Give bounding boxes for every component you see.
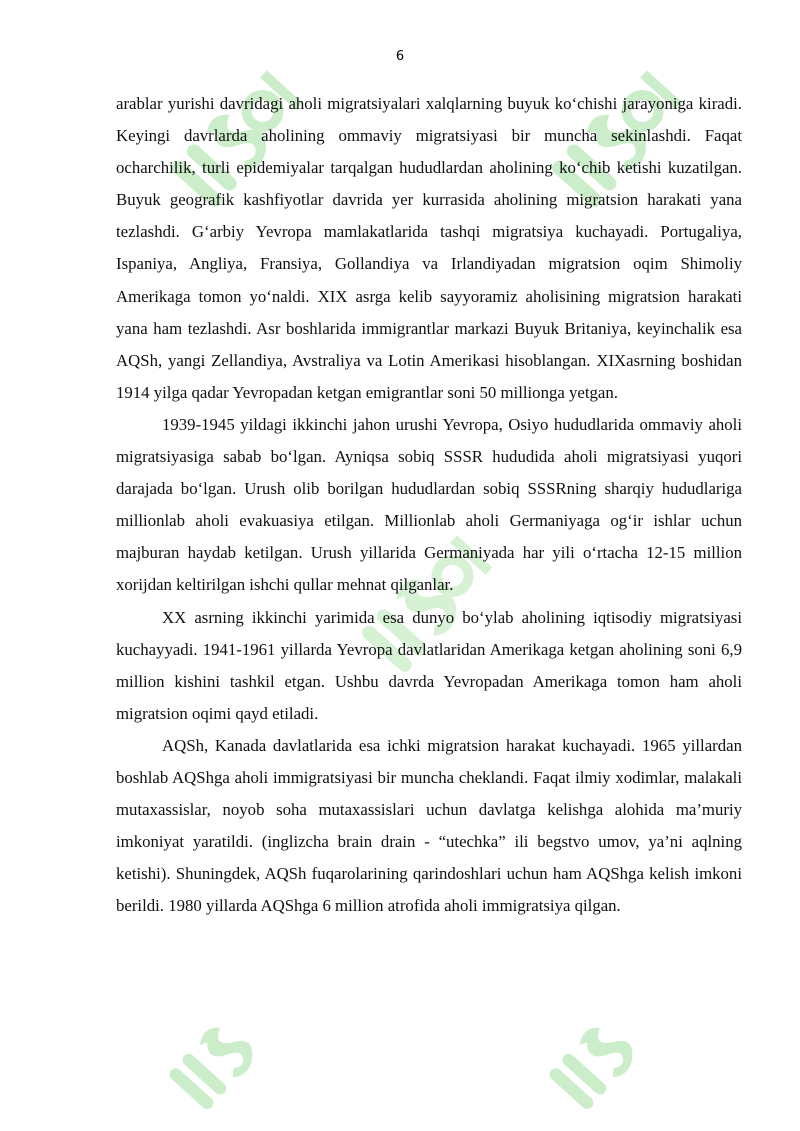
soff-watermark-logo: [530, 975, 680, 1125]
paragraph: XX asrning ikkinchi yarimida esa dunyo bo‘ylab aholining iqtisodiy migratsiyasi kuchayyadi. 1941-1961 yillarda Yevropa davlatlaridan Amerikaga ketgan aholining soni 6,9 million kishini tashkil etgan. Ushbu davrda Yevropadan Amerikaga tomon ham aholi migratsion oqimi qayd etiladi.: [116, 607, 742, 723]
paragraph: AQSh, Kanada davlatlarida esa ichki migratsion harakat kuchayadi. 1965 yillardan boshlab AQShga aholi immigratsiyasi bir muncha cheklandi. Faqat ilmiy xodimlar, malakali mutaxassislar, noyob soha mutaxassislari uchun davlatga kelishga alohida ma’muriy imkoniyat yaratildi. (inglizcha brain drain - “utechka” ili begstvo umov, ya’ni aqlning ketishi). Shuningdek, AQSh fuqarolarining qarindoshlari uchun ham AQShga kelish imkoni berildi. 1980 yillarda AQShga 6 million atrofida aholi immigratsiya qilgan.: [116, 735, 742, 916]
soff-watermark-logo: [150, 975, 300, 1125]
paragraph: 1939-1945 yildagi ikkinchi jahon urushi Yevropa, Osiyo hududlarida ommaviy aholi migratsiyasiga sabab bo‘lgan. Ayniqsa sobiq SSSR hududida aholi migratsiyasi yuqori darajada bo‘lgan. Urush olib borilgan hududlardan sobiq SSSRning sharqiy hududlariga millionlab aholi evakuasiya etilgan. Millionlab aholi Germaniyaga og‘ir ishlar uchun majburan haydab ketilgan. Urush yillarida Germaniyada har yili o‘rtacha 12-15 million xorijdan keltirilgan ishchi qullar mehnat qilganlar.: [116, 414, 742, 595]
paragraph: arablar yurishi davridagi aholi migratsiyalari xalqlarning buyuk ko‘chishi jarayoniga kiradi. Keyingi davrlarda aholining ommaviy migratsiyasi bir muncha sekinlashdi. Faqat ocharchilik, turli epidemiyalar tarqalgan hududlardan aholining ko‘chib ketishi kuzatilgan. Buyuk geografik kashfiyotlar davrida yer kurrasida aholining migratsion harakati yana tezlashdi. G‘arbiy Yevropa mamlakatlarida tashqi migratsiya kuchayadi. Portugaliya, Ispaniya, Angliya, Fransiya, Gollandiya va Irlandiyadan migratsion oqim Shimoliy Amerikaga tomon yo‘naldi. XIX asrga kelib sayyoramiz aholisining migratsion harakati yana ham tezlashdi. Asr boshlarida immigrantlar markazi Buyuk Britaniya, keyinchalik esa AQSh, yangi Zellandiya, Avstraliya va Lotin Amerikasi hisoblangan. XIXasrning boshidan 1914 yilga qadar Yevropadan ketgan emigrantlar soni 50 millionga yetgan.: [116, 94, 742, 402]
page-number: 6: [395, 49, 405, 64]
document-body: [116, 88, 742, 922]
